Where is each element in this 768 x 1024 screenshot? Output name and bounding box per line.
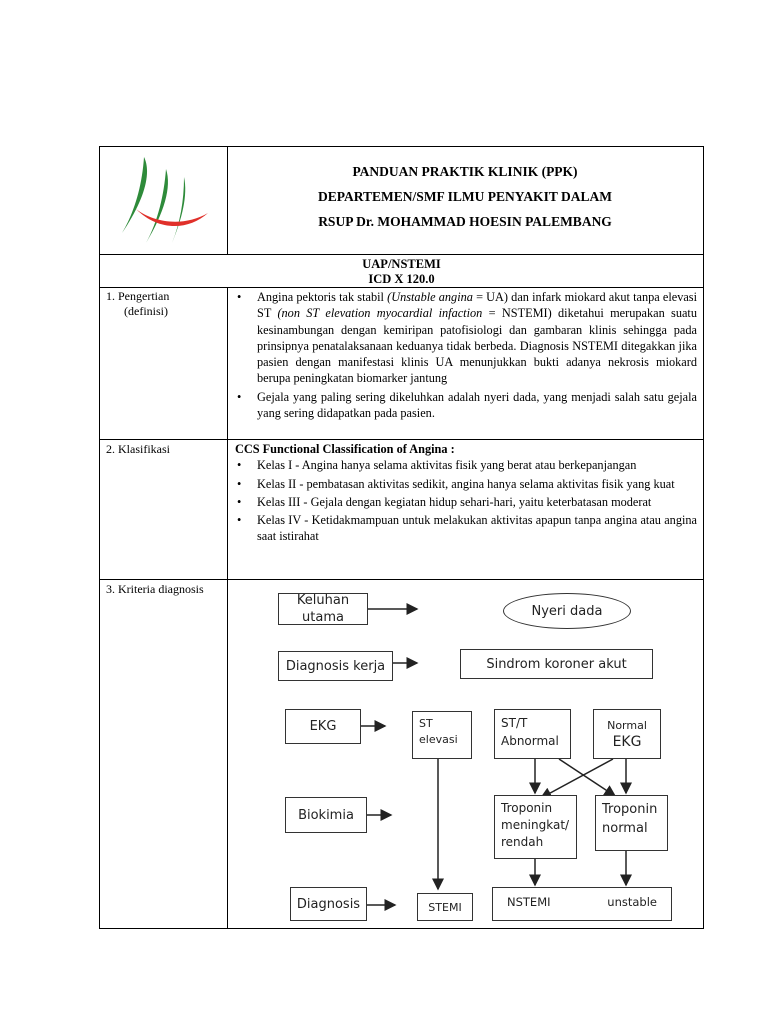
klasifikasi-item-text: Kelas IV - Ketidakmampuan untuk melakukan aktivitas apapun tanpa angina atau angina saat istirahat <box>257 513 697 544</box>
bullet-icon: • <box>237 290 242 304</box>
ccs-title: CCS Functional Classification of Angina : <box>235 442 455 456</box>
pengertian-b2-text: Gejala yang paling sering dikeluhkan adalah nyeri dada, yang menjadi salah satu gejala yang sering didapatkan pada pasien. <box>257 389 697 421</box>
diagnosis-flowchart <box>245 583 685 928</box>
subheader-title: UAP/NSTEMI <box>362 257 441 271</box>
troponin-normal-box <box>595 795 668 851</box>
troponin-normal-label: Troponin normal <box>602 802 658 836</box>
keluhan-utama-label: Keluhan utama <box>296 593 350 625</box>
pengertian-label-line1: 1. Pengertian <box>106 289 170 303</box>
header-divider <box>227 147 228 254</box>
diagnosis-kerja-box <box>278 651 393 681</box>
header-bottom-line <box>100 254 703 255</box>
klasifikasi-item-text: Kelas II - pembatasan aktivitas sedikit, angina hanya selama aktivitas fisik yang kuat <box>257 476 675 491</box>
ekg-label: EKG <box>309 719 337 734</box>
pengertian-b1-text-1: Angina pektoris tak stabil <box>257 290 388 304</box>
hospital-logo <box>114 151 214 247</box>
normal-ekg-box <box>593 709 661 759</box>
ekg-box <box>285 709 361 744</box>
st-elevasi-label: ST elevasi <box>419 717 458 746</box>
biokimia-label: Biokimia <box>298 807 354 823</box>
bullet-icon: • <box>237 513 242 528</box>
klasifikasi-item <box>235 457 697 473</box>
pengertian-bullet-2 <box>235 389 697 422</box>
header-line-2: DEPARTEMEN/SMF ILMU PENYAKIT DALAM <box>318 189 612 204</box>
row1-bottom-line <box>100 439 703 440</box>
nstemi-label: NSTEMI <box>507 895 551 909</box>
label-column-divider <box>227 287 228 928</box>
keluhan-utama-box <box>278 593 368 625</box>
nyeri-dada-oval <box>503 593 631 629</box>
header-line-1: PANDUAN PRAKTIK KLINIK (PPK) <box>352 164 578 179</box>
klasifikasi-item-text: Kelas III - Gejala dengan kegiatan hidup sehari-hari, yaitu keterbatasan moderat <box>257 494 652 509</box>
klasifikasi-label: 2. Klasifikasi <box>106 442 170 456</box>
diagnosis-label: Diagnosis <box>296 896 361 912</box>
st-t-abnormal-label: ST/T Abnormal <box>501 716 559 748</box>
pengertian-label-line2: (definisi) <box>124 304 168 318</box>
troponin-meningkat-label: Troponin meningkat/ rendah <box>501 801 570 849</box>
stemi-label: STEMI <box>428 900 462 914</box>
nyeri-dada-label: Nyeri dada <box>531 603 603 619</box>
kriteria-label: 3. Kriteria diagnosis <box>106 582 204 596</box>
subheader-bottom-line <box>100 287 703 288</box>
st-elevasi-box <box>412 711 472 759</box>
troponin-meningkat-box <box>494 795 577 859</box>
bullet-icon: • <box>237 494 242 509</box>
unstable-label: unstable <box>607 895 657 909</box>
klasifikasi-item <box>235 476 697 492</box>
pengertian-b1-text-2: = UA) dan infark miokard akut tanpa elevasi ST <box>257 290 697 321</box>
pengertian-b1-italic-2: (non ST elevation myocardial infaction <box>277 306 483 321</box>
sindrom-koroner-label: Sindrom koroner akut <box>486 656 627 672</box>
pengertian-b1-italic-1: (Unstable angina <box>387 290 473 304</box>
klasifikasi-item <box>235 512 697 545</box>
pengertian-label <box>106 289 169 319</box>
nstemi-unstable-box <box>492 887 672 921</box>
logo-icon <box>114 151 214 247</box>
bullet-icon: • <box>237 458 242 473</box>
subheader-code: ICD X 120.0 <box>368 272 435 286</box>
klasifikasi-content <box>235 441 697 545</box>
klasifikasi-item-text: Kelas I - Angina hanya selama aktivitas fisik yang berat atau berkepanjangan <box>257 458 637 473</box>
pengertian-bullet-1 <box>235 289 697 387</box>
diagnosis-box <box>290 887 367 921</box>
normal-ekg-top-label: Normal <box>607 719 647 732</box>
stemi-box <box>417 893 473 921</box>
bullet-icon: • <box>237 389 242 404</box>
sindrom-koroner-box <box>460 649 653 679</box>
pengertian-b1-text-3: = NSTEMI) diketahui merupakan suatu kesinambungan dengan kemiripan patofisiologi dan gambaran klinis sehingga pada prinsipnya penatalaksanaan keduanya tidak berbeda. Diagnosis NSTEMI ditegakkan jika pasien dengan manifestasi klinis UA menunjukkan bukti adanya nekrosis miokard berupa peningkatan biomarker jantung <box>257 306 697 386</box>
normal-ekg-bottom-label: EKG <box>612 734 642 750</box>
biokimia-box <box>285 797 367 833</box>
st-t-abnormal-box <box>494 709 571 759</box>
bullet-icon: • <box>237 476 242 491</box>
header-line-3: RSUP Dr. MOHAMMAD HOESIN PALEMBANG <box>318 214 612 229</box>
klasifikasi-item <box>235 494 697 510</box>
diagnosis-kerja-label: Diagnosis kerja <box>285 658 386 674</box>
pengertian-content <box>235 289 697 421</box>
row2-bottom-line <box>100 579 703 580</box>
